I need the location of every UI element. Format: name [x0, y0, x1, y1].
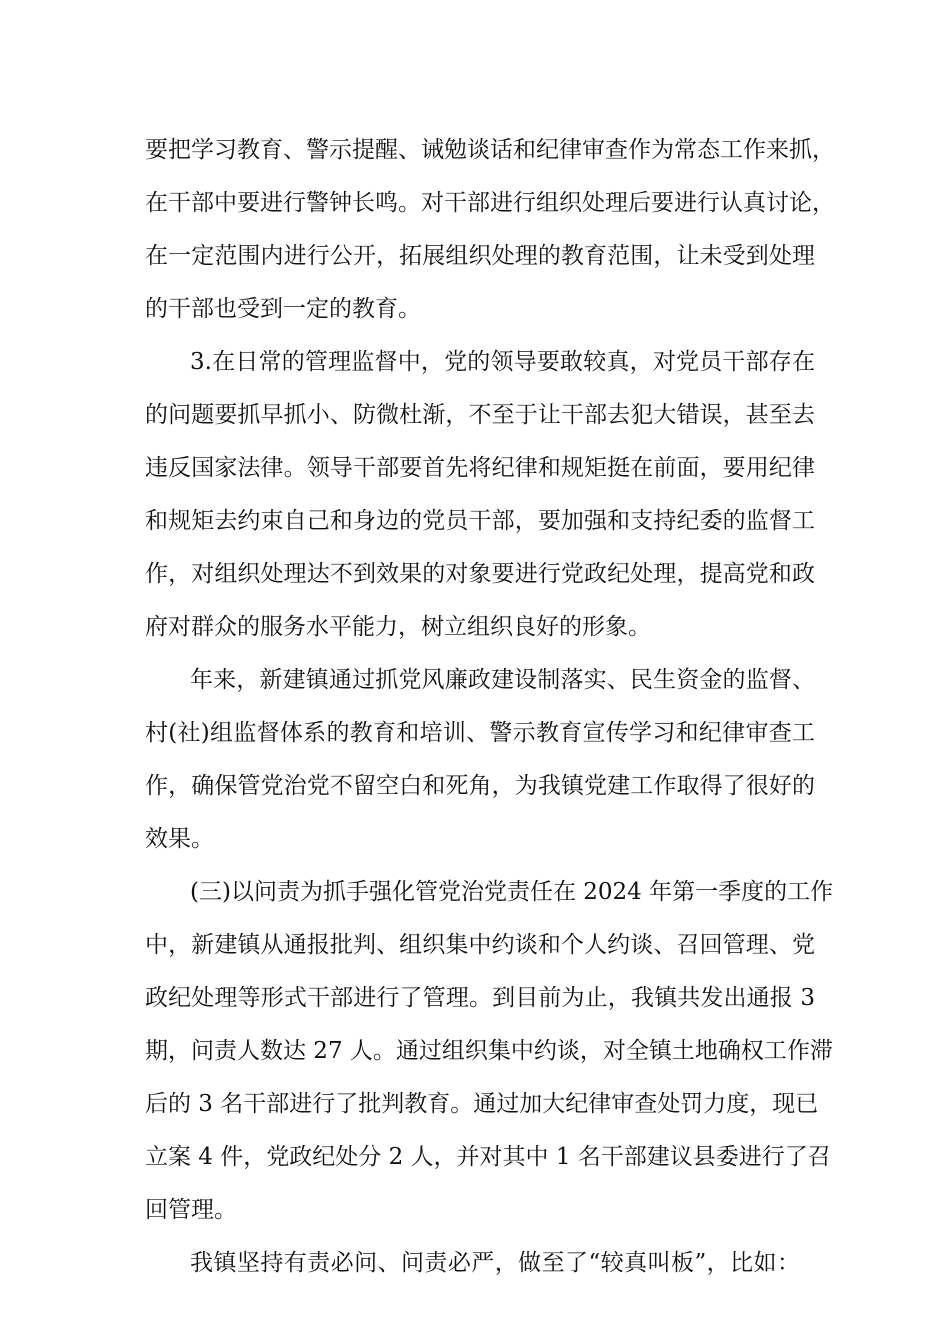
text-line: (三)以问责为抓手强化管党治党责任在 2024 年第一季度的工作 — [190, 879, 834, 905]
text-line: 和规矩去约束自己和身边的党员干部，要加强和支持纪委的监督工 — [145, 508, 815, 534]
text-line: 后的 3 名干部进行了批判教育。通过加大纪律审查处罚力度，现已 — [145, 1091, 819, 1117]
text-line: 立案 4 件，党政纪处分 2 人，并对其中 1 名干部建议县委进行了召 — [145, 1144, 831, 1170]
text-line: 作，对组织处理达不到效果的对象要进行党政纪处理，提高党和政 — [145, 561, 815, 587]
text-line: 作，确保管党治党不留空白和死角，为我镇党建工作取得了很好的 — [145, 773, 815, 799]
text-line: 在干部中要进行警钟长鸣。对干部进行组织处理后要进行认真讨论， — [145, 190, 835, 216]
text-line: 效果。 — [145, 826, 214, 852]
text-line: 中，新建镇从通报批判、组织集中约谈和个人约谈、召回管理、党 — [145, 932, 815, 958]
text-line: 要把学习教育、警示提醒、诫勉谈话和纪律审查作为常态工作来抓， — [145, 137, 835, 163]
text-line: 期，问责人数达 27 人。通过组织集中约谈，对全镇土地确权工作滞 — [145, 1038, 833, 1064]
text-line: 村(社)组监督体系的教育和培训、警示教育宣传学习和纪律审查工 — [145, 720, 815, 746]
text-line: 的干部也受到一定的教育。 — [145, 296, 421, 322]
text-line: 回管理。 — [145, 1197, 237, 1223]
text-line: 3.在日常的管理监督中，党的领导要敢较真，对党员干部存在 — [190, 349, 815, 375]
text-line: 年来，新建镇通过抓党风廉政建设制落实、民生资金的监督、 — [190, 667, 815, 693]
text-line: 违反国家法律。领导干部要首先将纪律和规矩挺在前面，要用纪律 — [145, 455, 815, 481]
text-line: 我镇坚持有责必问、问责必严，做至了“较真叫板”，比如： — [190, 1250, 800, 1276]
text-line: 的问题要抓早抓小、防微杜渐，不至于让干部去犯大错误，甚至去 — [145, 402, 815, 428]
text-line: 府对群众的服务水平能力，树立组织良好的形象。 — [145, 614, 651, 640]
text-line: 在一定范围内进行公开，拓展组织处理的教育范围，让未受到处理 — [145, 243, 815, 269]
text-line: 政纪处理等形式干部进行了管理。到目前为止，我镇共发出通报 3 — [145, 985, 815, 1011]
